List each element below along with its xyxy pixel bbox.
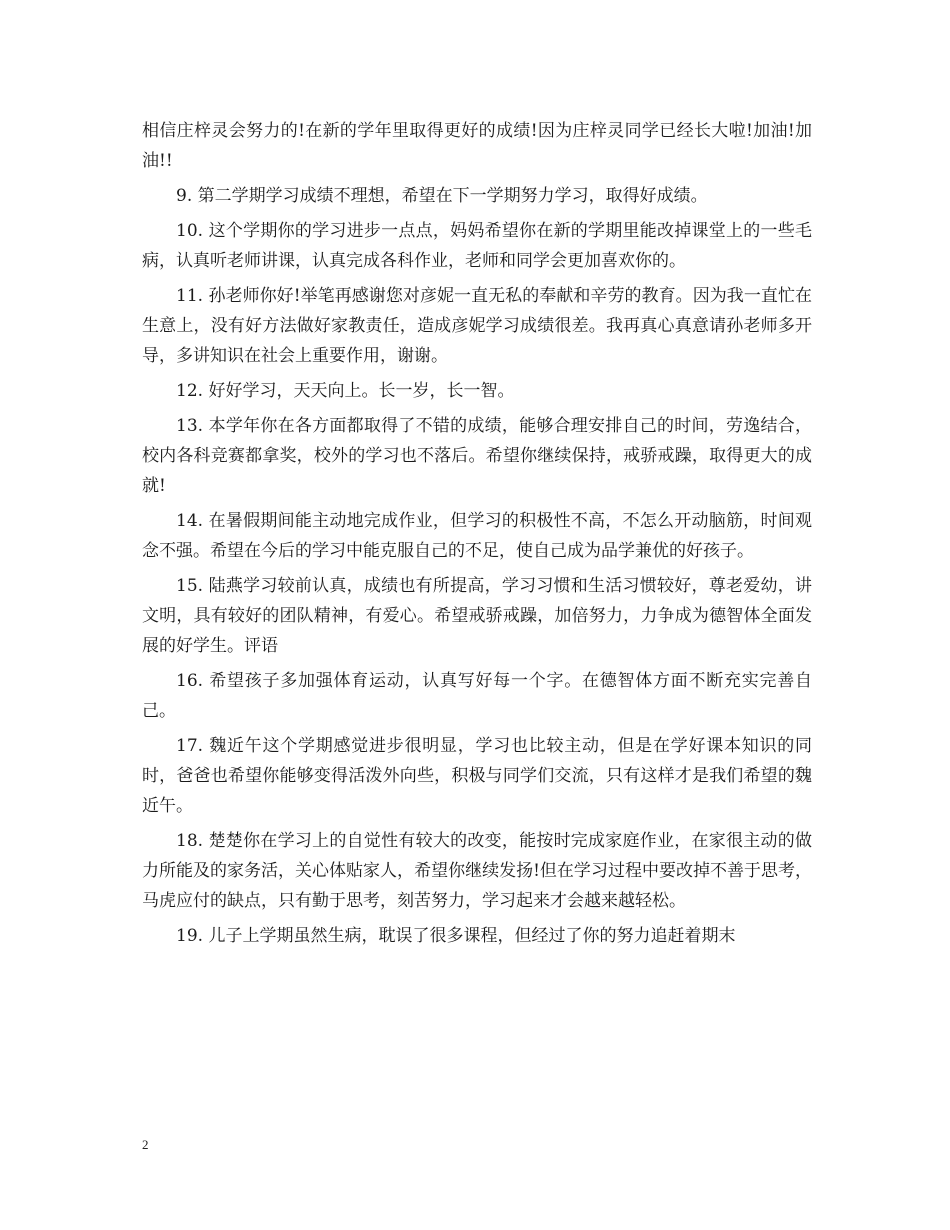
paragraph-item-10: 10. 这个学期你的学习进步一点点，妈妈希望你在新的学期里能改掉课堂上的一些毛病，认真听老师讲课，认真完成各科作业，老师和同学会更加喜欢你的。 <box>142 221 812 271</box>
paragraph-item-11: 11. 孙老师你好!举笔再感谢您对彦妮一直无私的奉献和辛劳的教育。因为我一直忙在生意上，没有好方法做好家教责任，造成彦妮学习成绩很差。我再真心真意请孙老师多开导，多讲知识在社会上重要作用，谢谢。 <box>142 286 812 366</box>
paragraph-item-9: 9. 第二学期学习成绩不理想，希望在下一学期努力学习，取得好成绩。 <box>176 186 708 206</box>
paragraph-item-14: 14. 在暑假期间能主动地完成作业，但学习的积极性不高，不怎么开动脑筋，时间观念不强。希望在今后的学习中能克服自己的不足，使自己成为品学兼优的好孩子。 <box>142 511 812 561</box>
paragraph-item-17: 17. 魏近午这个学期感觉进步很明显，学习也比较主动，但是在学好课本知识的同时，爸爸也希望你能够变得活泼外向些，积极与同学们交流，只有这样才是我们希望的魏近午。 <box>142 736 812 816</box>
paragraph-item-13: 13. 本学年你在各方面都取得了不错的成绩，能够合理安排自己的时间，劳逸结合，校内各科竞赛都拿奖，校外的学习也不落后。希望你继续保持，戒骄戒躁，取得更大的成就! <box>142 416 812 496</box>
page-number: 2 <box>142 1137 149 1152</box>
document-body <box>142 116 812 956</box>
paragraph-item-19: 19. 儿子上学期虽然生病，耽误了很多课程，但经过了你的努力追赶着期末 <box>176 926 736 946</box>
paragraph-continuation: 相信庄梓灵会努力的!在新的学年里取得更好的成绩!因为庄梓灵同学已经长大啦!加油!加油!! <box>142 121 812 171</box>
paragraph-item-12: 12. 好好学习，天天向上。长一岁，长一智。 <box>176 381 515 401</box>
paragraph-item-16: 16. 希望孩子多加强体育运动，认真写好每一个字。在德智体方面不断充实完善自己。 <box>142 671 812 721</box>
paragraph-item-15: 15. 陆燕学习较前认真，成绩也有所提高，学习习惯和生活习惯较好，尊老爱幼，讲文明，具有较好的团队精神，有爱心。希望戒骄戒躁，加倍努力，力争成为德智体全面发展的好学生。评语 <box>142 576 812 656</box>
paragraph-item-18: 18. 楚楚你在学习上的自觉性有较大的改变，能按时完成家庭作业，在家很主动的做力所能及的家务活，关心体贴家人，希望你继续发扬!但在学习过程中要改掉不善于思考，马虎应付的缺点，只有勤于思考，刻苦努力，学习起来才会越来越轻松。 <box>142 831 812 911</box>
